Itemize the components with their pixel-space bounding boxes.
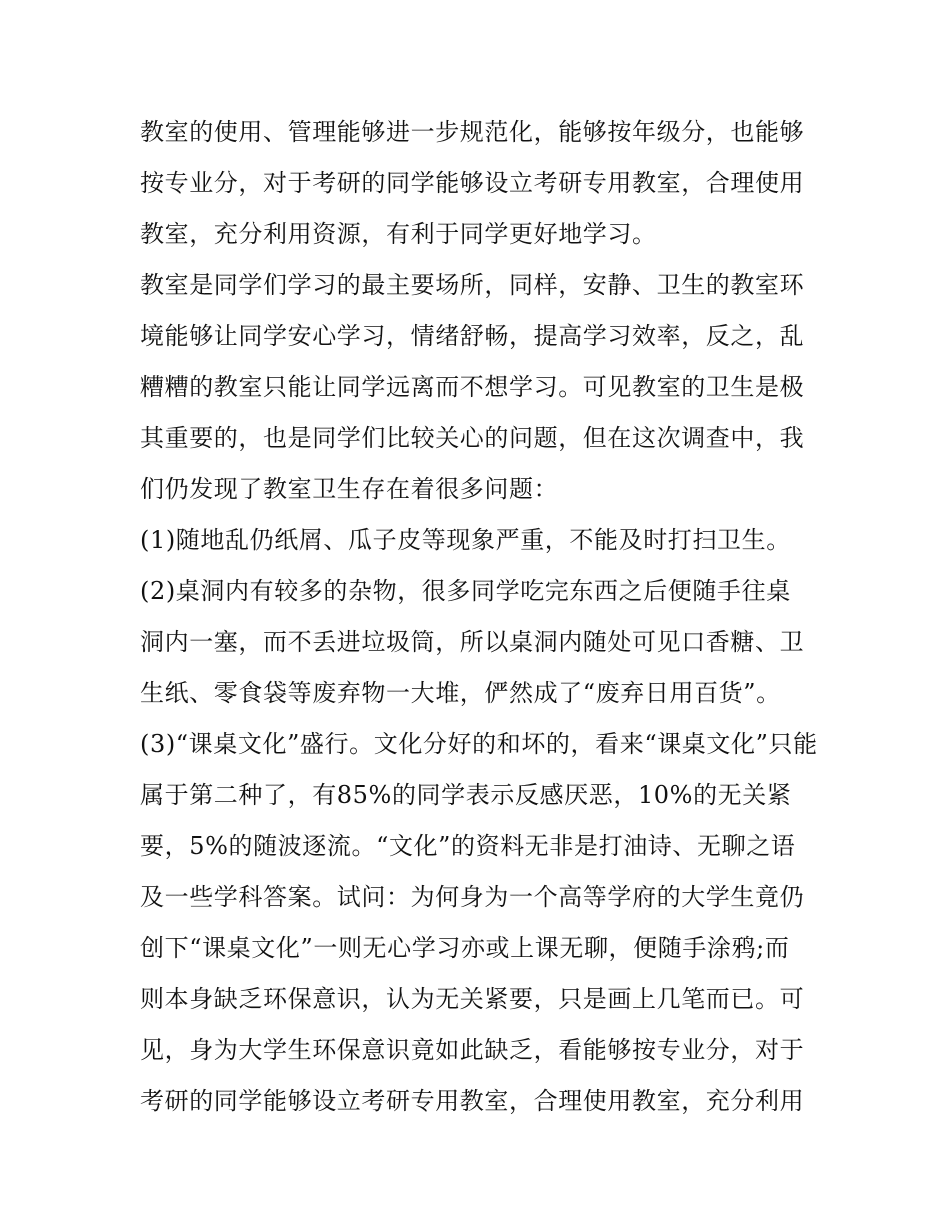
text-line: 则本身缺乏环保意识，认为无关紧要，只是画上几笔而已。可 [140, 985, 805, 1013]
text-line: 糟糟的教室只能让同学远离而不想学习。可见教室的卫生是极 [140, 373, 805, 401]
text-line: 教室，充分利用资源，有利于同学更好地学习。 [140, 220, 657, 248]
text-line: (2)桌洞内有较多的杂物，很多同学吃完东西之后便随手往桌 [140, 577, 791, 605]
text-line: 们仍发现了教室卫生存在着很多问题： [140, 475, 559, 503]
text-line: 按专业分，对于考研的同学能够设立考研专用教室，合理使用 [140, 169, 805, 197]
text-line: (1)随地乱仍纸屑、瓜子皮等现象严重，不能及时打扫卫生。 [140, 526, 791, 554]
text-line: 洞内一塞，而不丢进垃圾筒，所以桌洞内随处可见口香糖、卫 [140, 628, 805, 656]
text-line: 教室是同学们学习的最主要场所，同样，安静、卫生的教室环 [140, 271, 805, 299]
text-line: 要，5%的随波逐流。“文化”的资料无非是打油诗、无聊之语 [140, 832, 796, 860]
text-line: 境能够让同学安心学习，情绪舒畅，提高学习效率，反之，乱 [140, 322, 805, 350]
text-line: (3)“课桌文化”盛行。文化分好的和坏的，看来“课桌文化”只能 [140, 730, 818, 758]
text-line: 创下“课桌文化”一则无心学习亦或上课无聊，便随手涂鸦;而 [140, 934, 790, 962]
text-line: 其重要的，也是同学们比较关心的问题，但在这次调查中，我 [140, 424, 805, 452]
text-line: 生纸、零食袋等废弃物一大堆，俨然成了“废弃日用百货”。 [140, 679, 781, 707]
document-body [140, 107, 820, 1127]
text-line: 属于第二种了，有85%的同学表示反感厌恶，10%的无关紧 [140, 781, 792, 809]
text-line: 见，身为大学生环保意识竟如此缺乏，看能够按专业分，对于 [140, 1036, 805, 1064]
text-line: 教室的使用、管理能够进一步规范化，能够按年级分，也能够 [140, 118, 805, 146]
text-line: 及一些学科答案。试问：为何身为一个高等学府的大学生竟仍 [140, 883, 805, 911]
text-line: 考研的同学能够设立考研专用教室，合理使用教室，充分利用 [140, 1087, 805, 1115]
